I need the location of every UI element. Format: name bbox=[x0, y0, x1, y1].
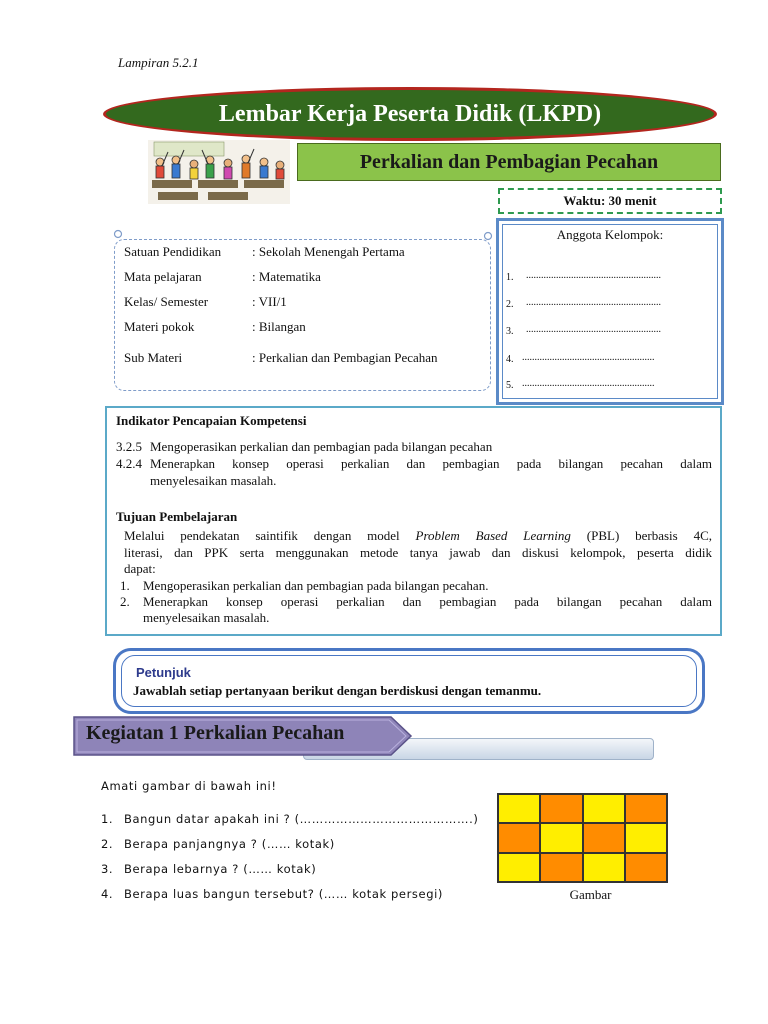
grid-cell-orange bbox=[583, 823, 625, 852]
question-text: Berapa luas bangun tersebut? (…… kotak persegi) bbox=[124, 887, 443, 901]
instruction-title: Petunjuk bbox=[136, 665, 191, 680]
classroom-illustration bbox=[148, 140, 290, 204]
info-label-kelas: Kelas/ Semester bbox=[124, 294, 209, 309]
member-blank: ...................................................... bbox=[526, 270, 661, 281]
member-blank: ...................................................... bbox=[526, 297, 661, 308]
tujuan-heading: Tujuan Pembelajaran bbox=[116, 509, 238, 524]
member-blank: ..................................................... bbox=[522, 378, 655, 389]
lampiran-label: Lampiran 5.2.1 bbox=[118, 55, 199, 70]
indikator-text: Menerapkan konsep operasi perkalian dan pembagian pada bilangan pecahan dalam bbox=[150, 456, 712, 471]
page-title: Lembar Kerja Peserta Didik (LKPD) bbox=[218, 100, 602, 127]
group-members-title: Anggota Kelompok: bbox=[556, 227, 664, 242]
grid-cell-orange bbox=[625, 853, 667, 882]
indikator-number: 3.2.5 bbox=[116, 439, 142, 454]
tujuan-number: 2. bbox=[120, 594, 130, 609]
activity-intro: Amati gambar di bawah ini! bbox=[101, 779, 277, 793]
info-value-submateri: : Perkalian dan Pembagian Pecahan bbox=[252, 350, 438, 365]
rectangle-grid-figure bbox=[497, 793, 668, 883]
indikator-number: 4.2.4 bbox=[116, 456, 142, 471]
identity-box bbox=[114, 239, 491, 391]
info-label-submateri: Sub Materi bbox=[124, 350, 183, 365]
info-value-satuan: : Sekolah Menengah Pertama bbox=[252, 244, 405, 259]
time-allotment: Waktu: 30 menit bbox=[498, 188, 722, 214]
tujuan-intro-line3: dapat: bbox=[124, 561, 156, 576]
grid-cell-yellow bbox=[498, 794, 540, 823]
tujuan-intro-line2: literasi, dan PPK serta menggunakan metode tanya jawab dan diskusi kelompok, peserta didik bbox=[124, 545, 712, 560]
activity-title: Kegiatan 1 Perkalian Pecahan bbox=[86, 722, 345, 744]
info-label-mapel: Mata pelajaran bbox=[124, 269, 202, 284]
scroll-curl-icon bbox=[112, 228, 124, 240]
info-label-materi: Materi pokok bbox=[124, 319, 195, 334]
tujuan-item: Menerapkan konsep operasi perkalian dan pembagian pada bilangan pecahan dalam bbox=[143, 594, 712, 609]
grid-cell-yellow bbox=[498, 853, 540, 882]
indikator-heading: Indikator Pencapaian Kompetensi bbox=[116, 413, 307, 428]
member-blank: ...................................................... bbox=[526, 324, 661, 335]
scroll-curl-icon bbox=[482, 230, 494, 242]
info-label-satuan: Satuan Pendidikan bbox=[124, 244, 222, 259]
question-text: Bangun datar apakah ini ? (…………………………………….) bbox=[124, 812, 479, 826]
indikator-text-cont: menyelesaikan masalah. bbox=[150, 473, 277, 488]
grid-cell-yellow bbox=[583, 794, 625, 823]
instruction-text: Jawablah setiap pertanyaan berikut dengan berdiskusi dengan temanmu. bbox=[133, 683, 542, 698]
grid-cell-orange bbox=[540, 853, 582, 882]
indikator-text: Mengoperasikan perkalian dan pembagian pada bilangan pecahan bbox=[150, 439, 493, 454]
question-number: 4. bbox=[101, 887, 114, 901]
tujuan-intro-line1: Melalui pendekatan saintifik dengan model Problem Based Learning (PBL) berbasis 4C, bbox=[124, 528, 712, 543]
member-number: 1. bbox=[506, 272, 514, 283]
member-number: 4. bbox=[506, 354, 514, 365]
tujuan-item-cont: menyelesaikan masalah. bbox=[143, 610, 270, 625]
grid-cell-orange bbox=[625, 794, 667, 823]
grid-cell-orange bbox=[498, 823, 540, 852]
group-members-box bbox=[502, 224, 718, 399]
lkpd-subtitle: Perkalian dan Pembagian Pecahan bbox=[297, 143, 721, 181]
tujuan-item: Mengoperasikan perkalian dan pembagian pada bilangan pecahan. bbox=[143, 578, 489, 593]
member-number: 2. bbox=[506, 299, 514, 310]
grid-cell-orange bbox=[540, 794, 582, 823]
question-number: 3. bbox=[101, 862, 114, 876]
grid-cell-yellow bbox=[540, 823, 582, 852]
info-value-mapel: : Matematika bbox=[252, 269, 321, 284]
figure-caption: Gambar bbox=[569, 887, 612, 902]
question-text: Berapa panjangnya ? (…… kotak) bbox=[124, 837, 335, 851]
question-number: 1. bbox=[101, 812, 114, 826]
member-blank: ..................................................... bbox=[522, 352, 655, 363]
question-text: Berapa lebarnya ? (…… kotak) bbox=[124, 862, 317, 876]
member-number: 5. bbox=[506, 380, 514, 391]
grid-cell-yellow bbox=[625, 823, 667, 852]
info-value-kelas: : VII/1 bbox=[252, 294, 287, 309]
member-number: 3. bbox=[506, 326, 514, 337]
question-number: 2. bbox=[101, 837, 114, 851]
tujuan-number: 1. bbox=[120, 578, 130, 593]
grid-cell-yellow bbox=[583, 853, 625, 882]
info-value-materi: : Bilangan bbox=[252, 319, 306, 334]
instruction-box bbox=[121, 655, 697, 707]
